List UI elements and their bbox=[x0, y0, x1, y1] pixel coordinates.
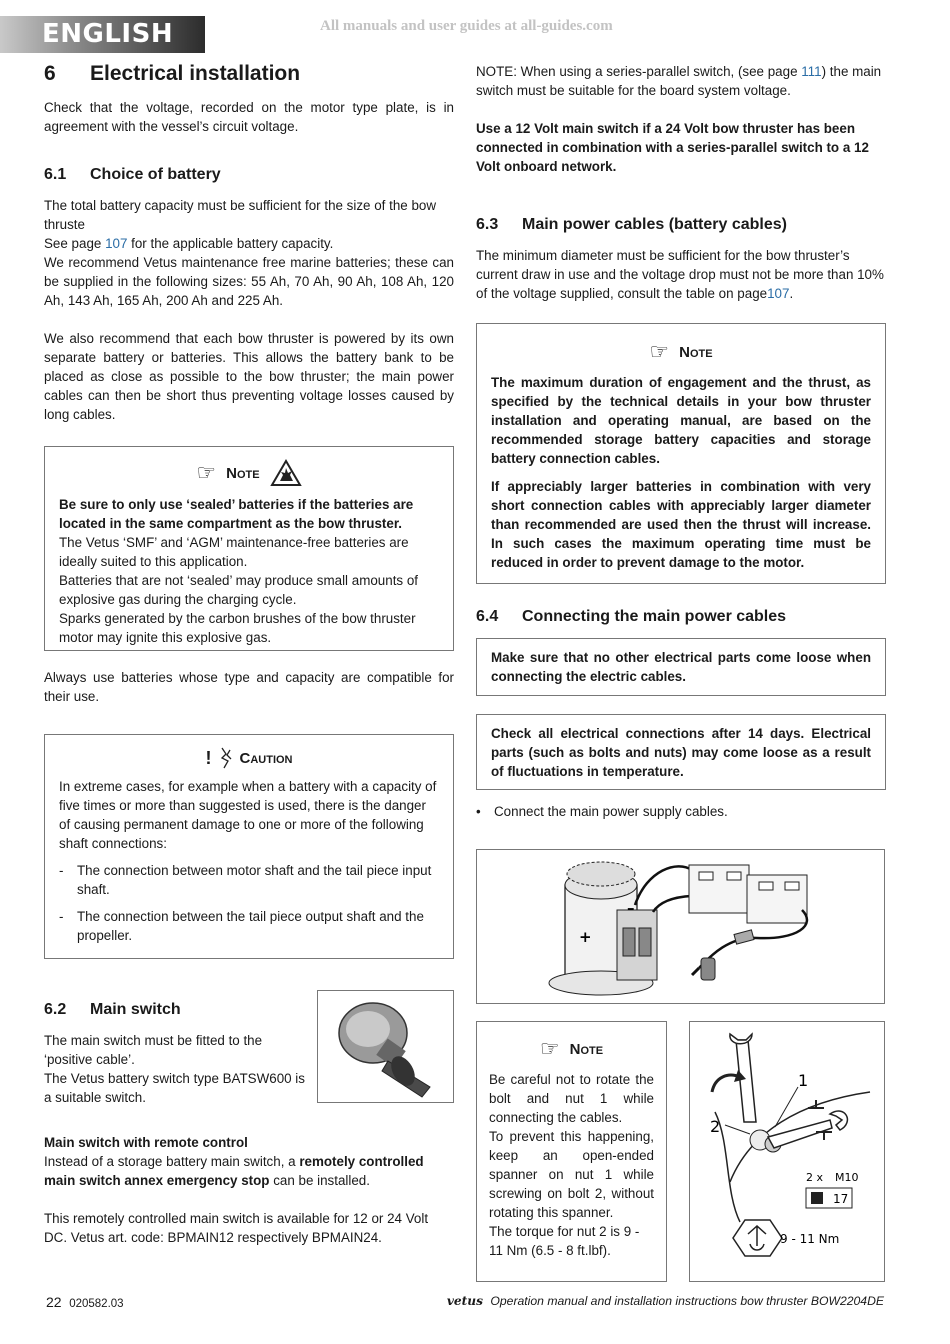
subsection-heading-6-2: 6.2 Main switch bbox=[44, 1001, 181, 1018]
note-label: Note bbox=[226, 464, 260, 482]
pointing-hand-icon: ☞ bbox=[196, 460, 217, 485]
pointing-hand-icon: ☞ bbox=[539, 1036, 560, 1061]
torque-value: 9 - 11 Nm bbox=[780, 1232, 840, 1246]
paragraph: The main switch must be fitted to the ‘positive cable’. bbox=[44, 1033, 263, 1067]
list-item: • Connect the main power supply cables. bbox=[476, 804, 728, 819]
warning-box: Make sure that no other electrical parts come loose when connecting the electric cables. bbox=[476, 638, 886, 696]
document-code: 020582.03 bbox=[69, 1298, 124, 1310]
paragraph: The total battery capacity must be sufficient for the size of the bow thruste bbox=[44, 198, 437, 232]
note-text: Sparks generated by the carbon brushes of the bow thruster motor may ignite this explosive gas. bbox=[59, 611, 416, 645]
main-switch-image bbox=[317, 990, 454, 1103]
footer-right bbox=[447, 1294, 884, 1308]
bolt-size: M10 bbox=[835, 1171, 859, 1184]
paragraph: The minimum diameter must be sufficient for the bow thruster’s current draw in use and the voltage drop must not be more than 10% of the voltage supplied, consult the table on page107. bbox=[476, 248, 884, 301]
paragraph: We recommend Vetus maintenance free marine batteries; these can be supplied in the following sizes: 55 Ah, 70 Ah, 90 Ah, 108 Ah, 120 Ah, 143 Ah, 165 Ah, 200 Ah and 225 Ah. bbox=[44, 255, 454, 308]
paragraph: Always use batteries whose type and capacity are compatible for their use. bbox=[44, 670, 454, 704]
warning-paragraph: Use a 12 Volt main switch if a 24 Volt bow thruster has been connected in combination with a series-parallel switch to a 12 Volt onboard network. bbox=[476, 121, 869, 174]
wrench-size-icon bbox=[811, 1192, 823, 1204]
note-text: The torque for nut 2 is 9 - 11 Nm (6.5 - 8 ft.lbf). bbox=[489, 1224, 640, 1258]
page-link[interactable]: 107 bbox=[767, 286, 790, 301]
note-box bbox=[476, 1021, 667, 1282]
bolt-quantity: 2 x bbox=[806, 1171, 824, 1184]
subsection-heading-6-1: 6.1 Choice of battery bbox=[44, 166, 221, 183]
warning-box: Check all electrical connections after 14 days. Electrical parts (such as bolts and nuts) may come loose as a result of fluctuations in temperature. bbox=[476, 714, 886, 790]
caution-box bbox=[44, 734, 454, 959]
exclamation-icon: ! bbox=[205, 747, 212, 768]
footer-left bbox=[46, 1294, 124, 1310]
paragraph: NOTE: When using a series-parallel switch, (see page 111) the main switch must be suitable for the board system voltage. bbox=[476, 64, 882, 98]
note-text: Batteries that are not ‘sealed’ may produce small amounts of explosive gas during the charging cycle. bbox=[59, 573, 419, 607]
wrench-size: 17 bbox=[833, 1192, 849, 1206]
spark-icon bbox=[216, 747, 236, 769]
section-heading: 6 Electrical installation bbox=[44, 62, 301, 85]
caution-label: Caution bbox=[239, 749, 293, 767]
note-text: Be careful not to rotate the bolt and nut 1 while connecting the cables. bbox=[489, 1072, 654, 1125]
page-link[interactable]: 111 bbox=[801, 64, 822, 79]
note-label: Note bbox=[679, 343, 713, 361]
spanner-diagram bbox=[689, 1021, 885, 1282]
note-text: The maximum duration of engagement and the thrust, as specified by the technical details in your bow thruster installation and operating manual, are based on the recommended storage battery capacities and storage battery connection cables. bbox=[491, 375, 871, 466]
pointing-hand-icon: ☞ bbox=[649, 339, 670, 364]
minus-sign: – bbox=[627, 899, 635, 917]
brand-logo: vetus bbox=[446, 1294, 484, 1308]
section-intro: Check that the voltage, recorded on the motor type plate, is in agreement with the vessel’s circuit voltage. bbox=[44, 100, 454, 134]
page-link[interactable]: 107 bbox=[105, 236, 128, 251]
note-label: Note bbox=[569, 1040, 604, 1058]
paragraph: The Vetus battery switch type BATSW600 is a suitable switch. bbox=[44, 1071, 305, 1105]
explosion-warning-icon bbox=[270, 459, 302, 487]
plus-sign: + bbox=[579, 928, 592, 946]
callout-2: 2 bbox=[710, 1117, 721, 1136]
note-box bbox=[44, 446, 454, 651]
manual-title: Operation manual and installation instructions bow thruster BOW2204DE bbox=[490, 1294, 884, 1308]
wiring-diagram bbox=[476, 849, 885, 1004]
note-box bbox=[476, 323, 886, 584]
language-tab: ENGLISH bbox=[0, 16, 205, 53]
paragraph: See page 107 for the applicable battery capacity. bbox=[44, 236, 334, 251]
paragraph: We also recommend that each bow thruster is powered by its own separate battery or batteries. This allows the battery bank to be placed as close as possible to the bow thruster; the main power cables can then be short thus preventing voltage losses caused by long cables. bbox=[44, 331, 454, 422]
list-item: - The connection between the tail piece output shaft and the propeller. bbox=[59, 909, 424, 943]
note-text: The Vetus ‘SMF’ and ‘AGM’ maintenance-free batteries are ideally suited to this application. bbox=[59, 535, 409, 569]
watermark: All manuals and user guides at all-guides.com bbox=[320, 18, 613, 34]
right-column bbox=[476, 62, 886, 821]
subheading: Main switch with remote control bbox=[44, 1135, 248, 1150]
paragraph: This remotely controlled main switch is available for 12 or 24 Volt DC. Vetus art. code: BPMAIN12 respectively BPMAIN24. bbox=[44, 1211, 429, 1245]
note-text: To prevent this happening, keep an open-ended spanner on nut 1 while screwing on bolt 2, without rotating this spanner. bbox=[489, 1129, 654, 1220]
note-warning: Be sure to only use ‘sealed’ batteries if the batteries are located in the same compartment as the bow thruster. bbox=[59, 497, 414, 531]
page-number: 22 bbox=[46, 1294, 62, 1310]
callout-1: 1 bbox=[798, 1071, 809, 1090]
caution-text: In extreme cases, for example when a battery with a capacity of five times or more than suggested is used, there is the danger of causing permanent damage to one or more of the following shaft connections: bbox=[59, 779, 437, 851]
subsection-heading-6-4: 6.4 Connecting the main power cables bbox=[476, 608, 787, 625]
note-text: If appreciably larger batteries in combination with very short connection cables with appreciably larger diameter than recommended are used then the thrust will increase. In such cases the maximum operating time must be reduced in order to prevent damage to the motor. bbox=[491, 479, 871, 570]
paragraph: Instead of a storage battery main switch, a remotely controlled main switch annex emergency stop can be installed. bbox=[44, 1154, 424, 1188]
subsection-heading-6-3: 6.3 Main power cables (battery cables) bbox=[476, 216, 787, 233]
list-item: - The connection between motor shaft and the tail piece input shaft. bbox=[59, 863, 432, 897]
